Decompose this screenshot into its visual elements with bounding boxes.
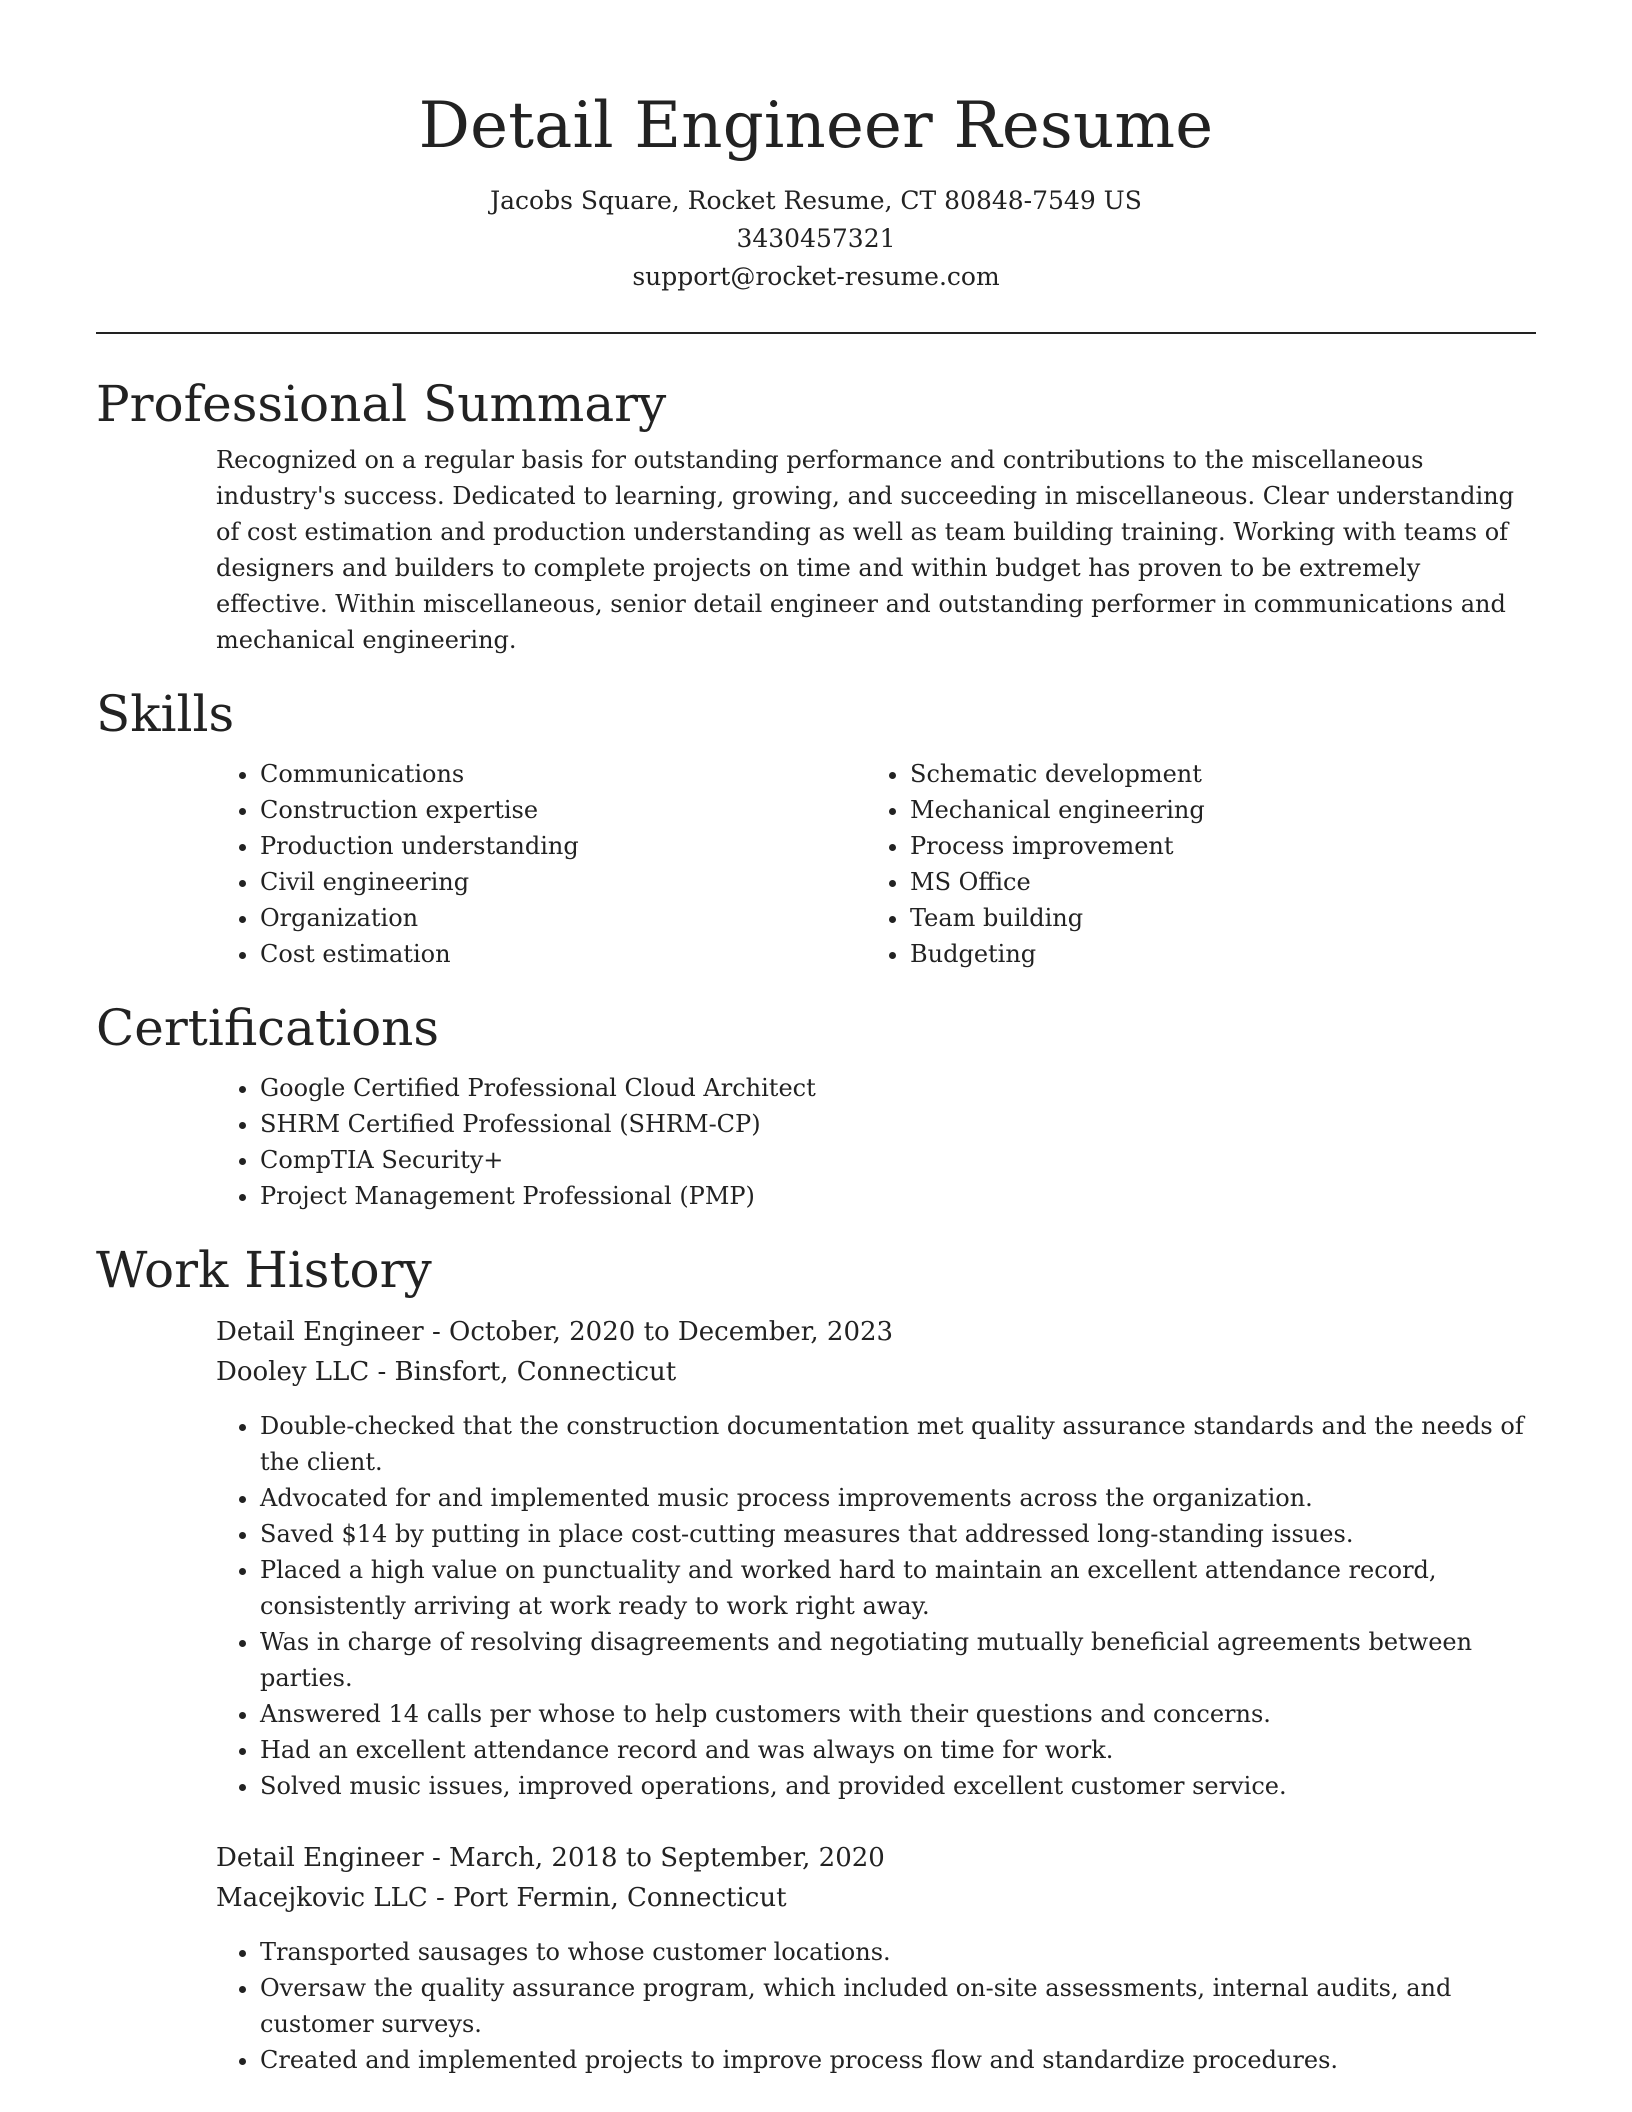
job-title-line: Detail Engineer - March, 2018 to September, 2020: [216, 1843, 885, 1873]
skill-item: • Mechanical engineering: [910, 792, 1516, 828]
summary-text: Recognized on a regular basis for outstanding performance and contributions to the miscellaneous industry's success. Dedicated to learning, growing, and succeeding in miscellaneous. Clear understanding of cost estimation and production understanding as well as team building training. Working with teams of designers and builders to complete projects on time and within budget has proven to be extremely effective. Within miscellaneous, senior detail engineer and outstanding performer in communications and mechanical engineering.: [216, 446, 1514, 654]
skill-item: • Budgeting: [910, 936, 1516, 972]
skill-item: • Civil engineering: [260, 864, 866, 900]
job-title-line: Detail Engineer - October, 2020 to December, 2023: [216, 1317, 894, 1347]
header-divider: [96, 332, 1536, 334]
job-bullet: • Created and implemented projects to improve process flow and standardize procedures.: [260, 2042, 1536, 2078]
summary-heading: Professional Summary: [96, 375, 667, 433]
skills-grid: [216, 756, 1536, 972]
work-history-heading: Work History: [96, 1241, 432, 1299]
skill-item: • Organization: [260, 900, 866, 936]
certification-item: • CompTIA Security+: [260, 1142, 1536, 1178]
skill-item: • Communications: [260, 756, 866, 792]
resume-header: [0, 0, 1632, 296]
work-history-section: [96, 1240, 1536, 2078]
job-bullet: • Placed a high value on punctuality and worked hard to maintain an excellent attendance record, consistently arriving at work ready to work right away.: [260, 1552, 1536, 1624]
certifications-heading: Certifications: [96, 999, 440, 1057]
contact-email: support@rocket-resume.com: [632, 262, 1000, 291]
resume-title: Detail Engineer Resume: [418, 89, 1214, 163]
certification-item: • SHRM Certified Professional (SHRM-CP): [260, 1106, 1536, 1142]
skill-item: • Production understanding: [260, 828, 866, 864]
summary-section: [96, 374, 1536, 658]
skills-heading: Skills: [96, 685, 235, 743]
job-bullet: • Had an excellent attendance record and was always on time for work.: [260, 1732, 1536, 1768]
skills-list-left: [216, 756, 866, 972]
skills-section: [96, 684, 1536, 972]
certifications-list: [216, 1070, 1536, 1214]
job-entry: [216, 1838, 1536, 2078]
skill-item: • MS Office: [910, 864, 1516, 900]
job-bullet: • Transported sausages to whose customer locations.: [260, 1934, 1536, 1970]
skills-column-left: [216, 756, 866, 972]
skill-item: • Team building: [910, 900, 1516, 936]
certification-item: • Google Certified Professional Cloud Architect: [260, 1070, 1536, 1106]
job-bullet: • Solved music issues, improved operations, and provided excellent customer service.: [260, 1768, 1536, 1804]
job-entry: [216, 1312, 1536, 1804]
job-bullets: [216, 1408, 1536, 1804]
skill-item: • Process improvement: [910, 828, 1516, 864]
job-bullet: • Answered 14 calls per whose to help customers with their questions and concerns.: [260, 1696, 1536, 1732]
skills-column-right: [866, 756, 1516, 972]
certifications-section: [96, 998, 1536, 1214]
contact-block: [0, 182, 1632, 296]
skill-item: • Cost estimation: [260, 936, 866, 972]
skill-item: • Construction expertise: [260, 792, 866, 828]
job-bullet: • Oversaw the quality assurance program, which included on-site assessments, internal audits, and customer surveys.: [260, 1970, 1536, 2042]
skill-item: • Schematic development: [910, 756, 1516, 792]
certification-item: • Project Management Professional (PMP): [260, 1178, 1536, 1214]
job-bullets: [216, 1934, 1536, 2078]
contact-address: Jacobs Square, Rocket Resume, CT 80848-7549 US: [490, 186, 1142, 215]
job-bullet: • Saved $14 by putting in place cost-cutting measures that addressed long-standing issues.: [260, 1516, 1536, 1552]
job-company-line: Dooley LLC - Binsfort, Connecticut: [216, 1357, 677, 1387]
skills-list-right: [866, 756, 1516, 972]
job-bullet: • Advocated for and implemented music process improvements across the organization.: [260, 1480, 1536, 1516]
job-bullet: • Was in charge of resolving disagreements and negotiating mutually beneficial agreements between parties.: [260, 1624, 1536, 1696]
job-bullet: • Double-checked that the construction documentation met quality assurance standards and the needs of the client.: [260, 1408, 1536, 1480]
contact-phone: 3430457321: [736, 224, 896, 253]
job-company-line: Macejkovic LLC - Port Fermin, Connecticut: [216, 1883, 787, 1913]
